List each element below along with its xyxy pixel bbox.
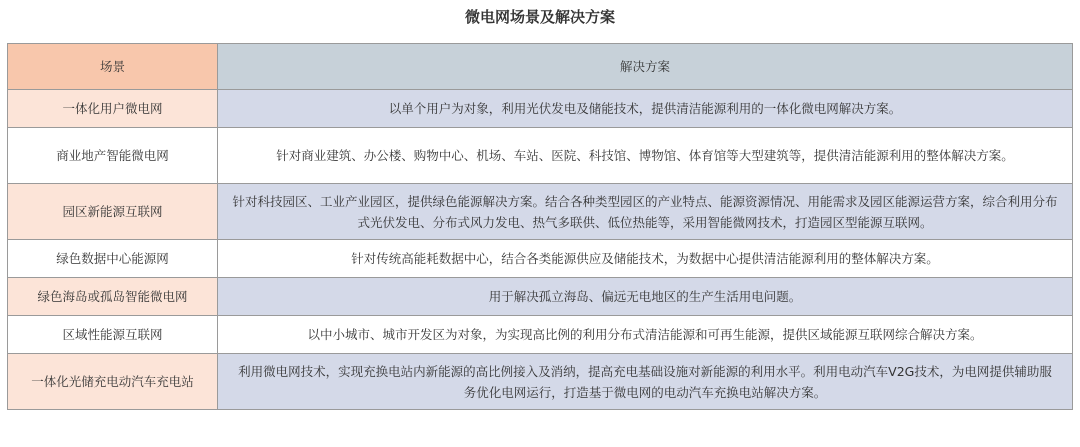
solution-cell: 针对传统高能耗数据中心，结合各类能源供应及储能技术，为数据中心提供清洁能源利用的整体解决方案。	[218, 240, 1073, 278]
table-row	[8, 278, 1073, 316]
table-row	[8, 128, 1073, 184]
scene-cell: 绿色数据中心能源网	[8, 240, 218, 278]
solution-cell: 利用微电网技术，实现充换电站内新能源的高比例接入及消纳，提高充电基础设施对新能源的利用水平。利用电动汽车V2G技术，为电网提供辅助服务优化电网运行，打造基于微电网的电动汽车充换电站解决方案。	[218, 354, 1073, 410]
solution-cell: 针对商业建筑、办公楼、购物中心、机场、车站、医院、科技馆、博物馆、体育馆等大型建筑等，提供清洁能源利用的整体解决方案。	[218, 128, 1073, 184]
scene-cell: 一体化光储充电动汽车充电站	[8, 354, 218, 410]
solution-cell: 用于解决孤立海岛、偏远无电地区的生产生活用电问题。	[218, 278, 1073, 316]
table-row	[8, 316, 1073, 354]
page-title: 微电网场景及解决方案	[464, 8, 615, 26]
scene-cell: 一体化用户微电网	[8, 90, 218, 128]
header-solution: 解决方案	[218, 44, 1073, 90]
scene-cell: 商业地产智能微电网	[8, 128, 218, 184]
header-scene: 场景	[8, 44, 218, 90]
scene-cell: 绿色海岛或孤岛智能微电网	[8, 278, 218, 316]
table-row	[8, 90, 1073, 128]
table-header-row	[8, 44, 1073, 90]
table-row	[8, 354, 1073, 410]
scene-cell: 区域性能源互联网	[8, 316, 218, 354]
solution-cell: 以中小城市、城市开发区为对象，为实现高比例的利用分布式清洁能源和可再生能源，提供区域能源互联网综合解决方案。	[218, 316, 1073, 354]
scene-cell: 园区新能源互联网	[8, 184, 218, 240]
scenario-table	[7, 43, 1073, 410]
solution-cell: 针对科技园区、工业产业园区，提供绿色能源解决方案。结合各种类型园区的产业特点、能源资源情况、用能需求及园区能源运营方案，综合利用分布式光伏发电、分布式风力发电、热气多联供、低位热能等，采用智能微网技术，打造园区型能源互联网。	[218, 184, 1073, 240]
table-row	[8, 184, 1073, 240]
solution-cell: 以单个用户为对象，利用光伏发电及储能技术，提供清洁能源利用的一体化微电网解决方案。	[218, 90, 1073, 128]
table-row	[8, 240, 1073, 278]
